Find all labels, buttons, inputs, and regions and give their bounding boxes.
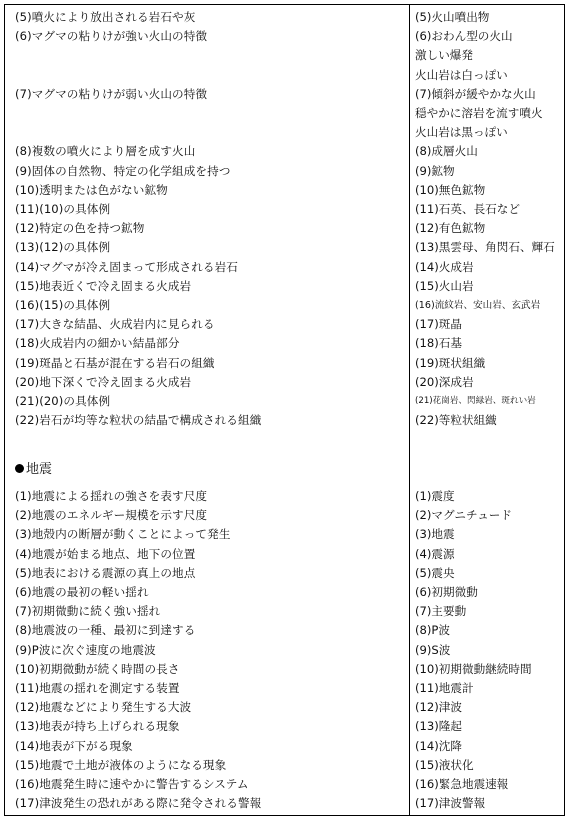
question-text: (11)(10)の具体例 <box>15 202 111 216</box>
answer-text: 火山岩は黒っぽい <box>415 125 508 140</box>
answer-text: (13)隆起 <box>415 719 462 734</box>
question-text: (12)地震などにより発生する大波 <box>15 700 192 715</box>
question-text: (4)地震が始まる地点、地下の位置 <box>15 546 196 561</box>
answer-text: 火山岩は白っぽい <box>415 67 508 82</box>
question-text: (7)初期微動に続く強い揺れ <box>15 604 161 619</box>
question-text: (13)地表が持ち上げられる現象 <box>15 719 180 734</box>
answer-text: (17)津波警報 <box>415 796 486 811</box>
answer-text: (21)花崗岩、閃緑岩、斑れい岩 <box>415 396 536 406</box>
answer-text: (14)火成岩 <box>415 259 474 274</box>
answer-text: (16)流紋岩、安山岩、玄武岩 <box>415 300 541 311</box>
question-text: (19)斑晶と石基が混在する岩石の組織 <box>15 355 215 370</box>
answer-text: (15)火山岩 <box>415 278 474 293</box>
question-text: (11)地震の揺れを測定する装置 <box>15 681 180 695</box>
question-text: (10)初期微動が続く時間の長さ <box>15 661 180 676</box>
answer-text: (8)P波 <box>415 623 451 638</box>
bullet-icon <box>15 464 24 473</box>
question-text: (21)(20)の具体例 <box>15 394 111 408</box>
answer-text: (8)成層火山 <box>415 144 478 159</box>
answer-text: (16)緊急地震速報 <box>415 777 509 791</box>
answer-text: (6)おわん型の火山 <box>415 29 513 44</box>
column-divider <box>409 5 410 815</box>
answer-text: (7)主要動 <box>415 604 467 619</box>
question-text: (22)岩石が均等な粒状の結晶で構成される組織 <box>15 413 262 428</box>
question-text: (8)地震波の一種、最初に到達する <box>15 623 196 638</box>
answer-text: (11)石英、長石など <box>415 202 520 216</box>
answer-text: (15)液状化 <box>415 757 474 772</box>
answer-text: (7)傾斜が緩やかな火山 <box>415 86 536 101</box>
question-text: (5)地表における震源の真上の地点 <box>15 565 196 580</box>
question-text: (18)火成岩内の細かい結晶部分 <box>15 336 180 351</box>
question-text: (14)地表が下がる現象 <box>15 738 133 753</box>
answer-text: (9)S波 <box>415 642 451 657</box>
question-text: (6)地震の最初の軽い揺れ <box>15 585 149 599</box>
answer-text: 穏やかに溶岩を流す噴火 <box>415 106 543 120</box>
question-text: (7)マグマの粘りけが弱い火山の特徴 <box>15 86 208 101</box>
answer-text: (9)鉱物 <box>415 163 455 178</box>
answer-text: (18)石基 <box>415 336 462 351</box>
answer-text: (13)黒雲母、角閃石、輝石 <box>415 240 555 255</box>
question-text: (20)地下深くで冷え固まる火成岩 <box>15 374 192 389</box>
question-text: (3)地殻内の断層が動くことによって発生 <box>15 527 231 542</box>
section-title: 地震 <box>26 462 53 477</box>
answer-text: (6)初期微動 <box>415 585 478 599</box>
answer-text: (4)震源 <box>415 546 455 561</box>
answer-text: (10)無色鉱物 <box>415 182 486 197</box>
question-text: (2)地震のエネルギー規模を示す尺度 <box>15 508 208 523</box>
answer-text: (5)震央 <box>415 565 455 580</box>
question-text: (10)透明または色がない鉱物 <box>15 182 168 197</box>
question-text: (16)地震発生時に速やかに警告するシステム <box>15 777 249 791</box>
answer-text: (12)津波 <box>415 700 462 715</box>
question-text: (17)大きな結晶、火成岩内に見られる <box>15 317 215 332</box>
question-text: (17)津波発生の恐れがある際に発令される警報 <box>15 796 262 811</box>
answer-text: (17)斑晶 <box>415 317 462 332</box>
review-sheet <box>4 4 565 816</box>
answer-text: (12)有色鉱物 <box>415 221 486 236</box>
question-text: (14)マグマが冷え固まって形成される岩石 <box>15 259 238 274</box>
answer-text: (11)地震計 <box>415 681 474 695</box>
question-text: (12)特定の色を持つ鉱物 <box>15 221 145 236</box>
question-text: (13)(12)の具体例 <box>15 240 111 255</box>
answer-text: (2)マグニチュード <box>415 508 512 523</box>
question-text: (15)地表近くで冷え固まる火成岩 <box>15 278 192 293</box>
answer-text: (19)斑状組織 <box>415 355 486 370</box>
answer-text: (20)深成岩 <box>415 374 474 389</box>
question-text: (16)(15)の具体例 <box>15 298 111 312</box>
question-text: (8)複数の噴火により層を成す火山 <box>15 144 196 159</box>
question-text: (5)噴火により放出される岩石や灰 <box>15 10 196 24</box>
question-text: (6)マグマの粘りけが強い火山の特徴 <box>15 29 208 44</box>
question-text: (1)地震による揺れの強さを表す尺度 <box>15 489 208 503</box>
question-text: (9)固体の自然物、特定の化学組成を持つ <box>15 163 231 178</box>
answer-text: (10)初期微動継続時間 <box>415 661 532 676</box>
question-text: (15)地震で土地が液体のようになる現象 <box>15 757 227 772</box>
answer-text: 激しい爆発 <box>415 48 473 63</box>
answer-text: (22)等粒状組織 <box>415 413 497 428</box>
question-text: (9)P波に次ぐ速度の地震波 <box>15 642 156 657</box>
answer-text: (3)地震 <box>415 527 455 542</box>
answer-text: (1)震度 <box>415 489 455 503</box>
section-heading-earthquake <box>15 460 52 480</box>
answer-text: (14)沈降 <box>415 738 462 753</box>
answer-text: (5)火山噴出物 <box>415 10 490 24</box>
